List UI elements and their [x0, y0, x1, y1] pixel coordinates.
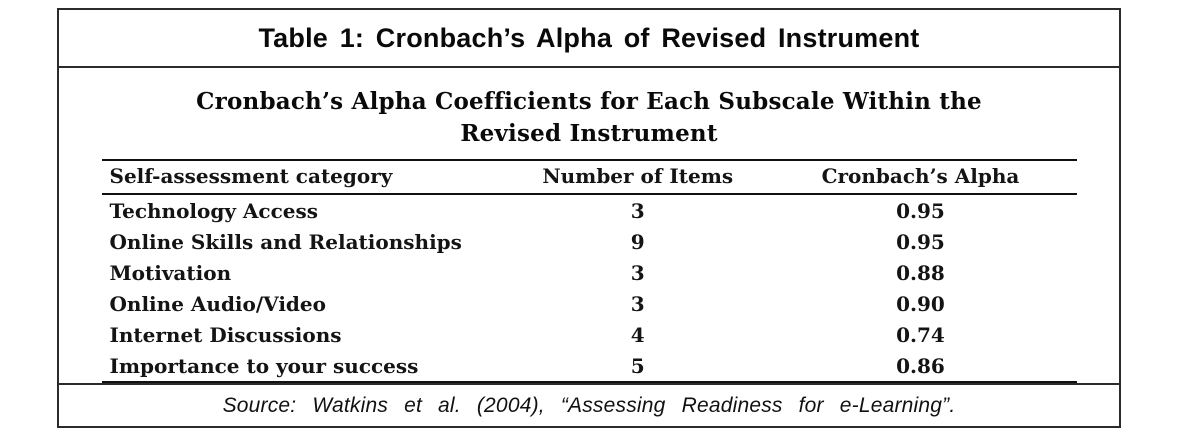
cell-alpha: 0.86 — [896, 354, 945, 378]
table-body — [102, 194, 1077, 383]
cell-alpha: 0.74 — [896, 323, 945, 347]
table-title: Table 1: Cronbach’s Alpha of Revised Instrument — [258, 22, 920, 53]
table-row — [102, 257, 1077, 288]
table-row — [102, 194, 1077, 226]
table-row — [102, 226, 1077, 257]
cell-items: 5 — [630, 354, 645, 378]
cell-category: Importance to your success — [109, 354, 419, 378]
cell-category: Online Skills and Relationships — [109, 230, 462, 254]
table-row — [102, 350, 1077, 383]
figure-caption-line-2: Revised Instrument — [460, 120, 718, 147]
cell-alpha: 0.95 — [896, 199, 945, 223]
column-header-cronbachs-alpha: Cronbach’s Alpha — [765, 160, 1077, 194]
cell-category: Motivation — [109, 261, 232, 285]
cell-category: Online Audio/Video — [109, 292, 326, 316]
cell-alpha: 0.90 — [896, 292, 945, 316]
cell-category: Technology Access — [109, 199, 319, 223]
cell-items: 3 — [630, 292, 645, 316]
source-citation: Source: Watkins et al. (2004), “Assessing Readiness for e-Learning”. — [222, 393, 956, 417]
cell-alpha: 0.95 — [896, 230, 945, 254]
cell-items: 9 — [630, 230, 645, 254]
table-row — [102, 288, 1077, 319]
column-header-number-of-items: Number of Items — [511, 160, 765, 194]
figure-panel — [57, 68, 1121, 385]
cell-alpha: 0.88 — [896, 261, 945, 285]
figure-caption-line-1: Cronbach’s Alpha Coefficients for Each Subscale Within the — [196, 88, 982, 115]
figure-caption — [59, 86, 1119, 150]
source-bar — [57, 383, 1121, 428]
cell-items: 3 — [630, 199, 645, 223]
column-header-category: Self-assessment category — [102, 160, 512, 194]
cronbach-alpha-table — [102, 159, 1077, 384]
table-title-bar — [57, 8, 1121, 68]
cell-category: Internet Discussions — [109, 323, 342, 347]
figure-frame — [57, 8, 1121, 428]
table-row — [102, 319, 1077, 350]
cell-items: 3 — [630, 261, 645, 285]
table-header-row — [102, 160, 1077, 194]
cell-items: 4 — [630, 323, 645, 347]
